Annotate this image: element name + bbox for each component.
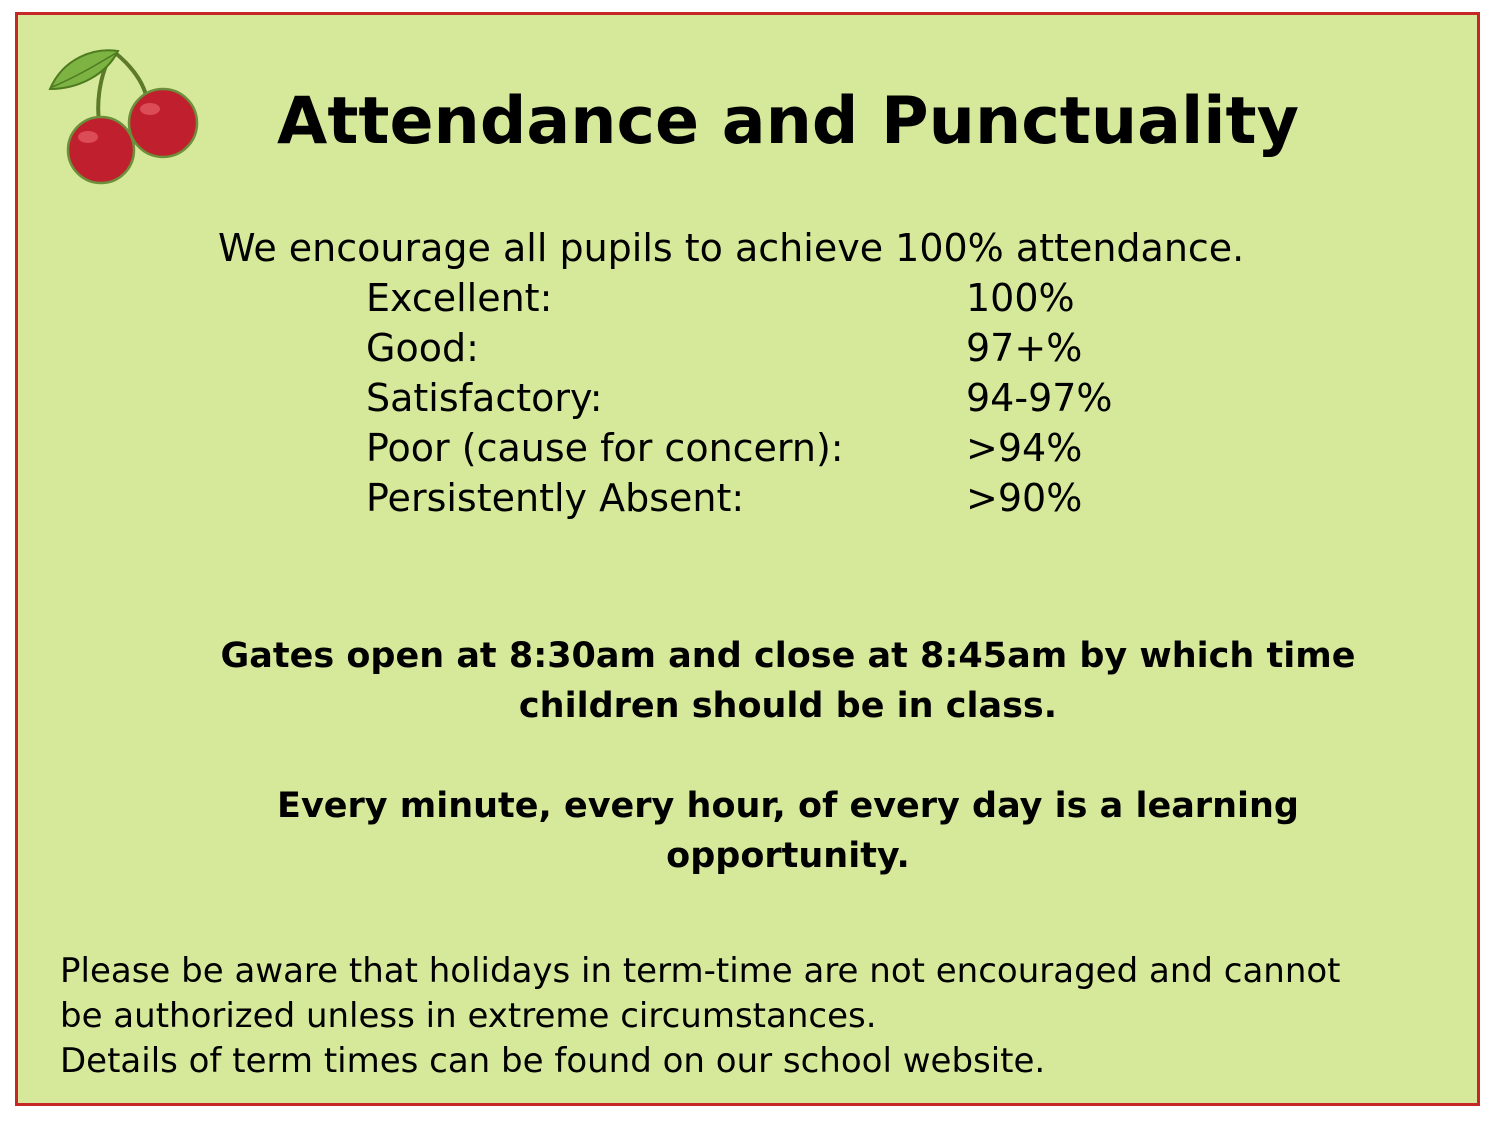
- level-label: Poor (cause for concern):: [366, 426, 844, 470]
- notice-line: Details of term times can be found on our school website.: [60, 1041, 1046, 1081]
- intro-text: We encourage all pupils to achieve 100% attendance.: [218, 226, 1245, 270]
- attendance-levels: [366, 273, 1166, 523]
- level-row: [366, 323, 1166, 373]
- level-label: Persistently Absent:: [366, 476, 745, 520]
- level-label: Satisfactory:: [366, 376, 603, 420]
- motto-line: Every minute, every hour, of every day is a learning: [277, 786, 1299, 826]
- level-label: Excellent:: [366, 276, 553, 320]
- level-row: [366, 373, 1166, 423]
- level-row: [366, 273, 1166, 323]
- gates-notice: [18, 631, 1500, 731]
- gates-line: children should be in class.: [518, 686, 1058, 726]
- level-row: [366, 473, 1166, 523]
- level-value: 97+%: [966, 326, 1083, 370]
- motto: [18, 781, 1500, 881]
- holiday-notice: [60, 949, 1341, 1084]
- level-value: 100%: [966, 276, 1075, 320]
- notice-line: be authorized unless in extreme circumstances.: [60, 996, 877, 1036]
- level-label: Good:: [366, 326, 479, 370]
- level-value: >90%: [966, 476, 1083, 520]
- poster: [15, 12, 1480, 1106]
- notice-line: Please be aware that holidays in term-time are not encouraged and cannot: [60, 951, 1341, 991]
- level-value: >94%: [966, 426, 1083, 470]
- gates-line: Gates open at 8:30am and close at 8:45am by which time: [220, 636, 1356, 676]
- level-value: 94-97%: [966, 376, 1113, 420]
- level-row: [366, 423, 1166, 473]
- motto-line: opportunity.: [666, 836, 910, 876]
- page-title: Attendance and Punctuality: [277, 84, 1299, 159]
